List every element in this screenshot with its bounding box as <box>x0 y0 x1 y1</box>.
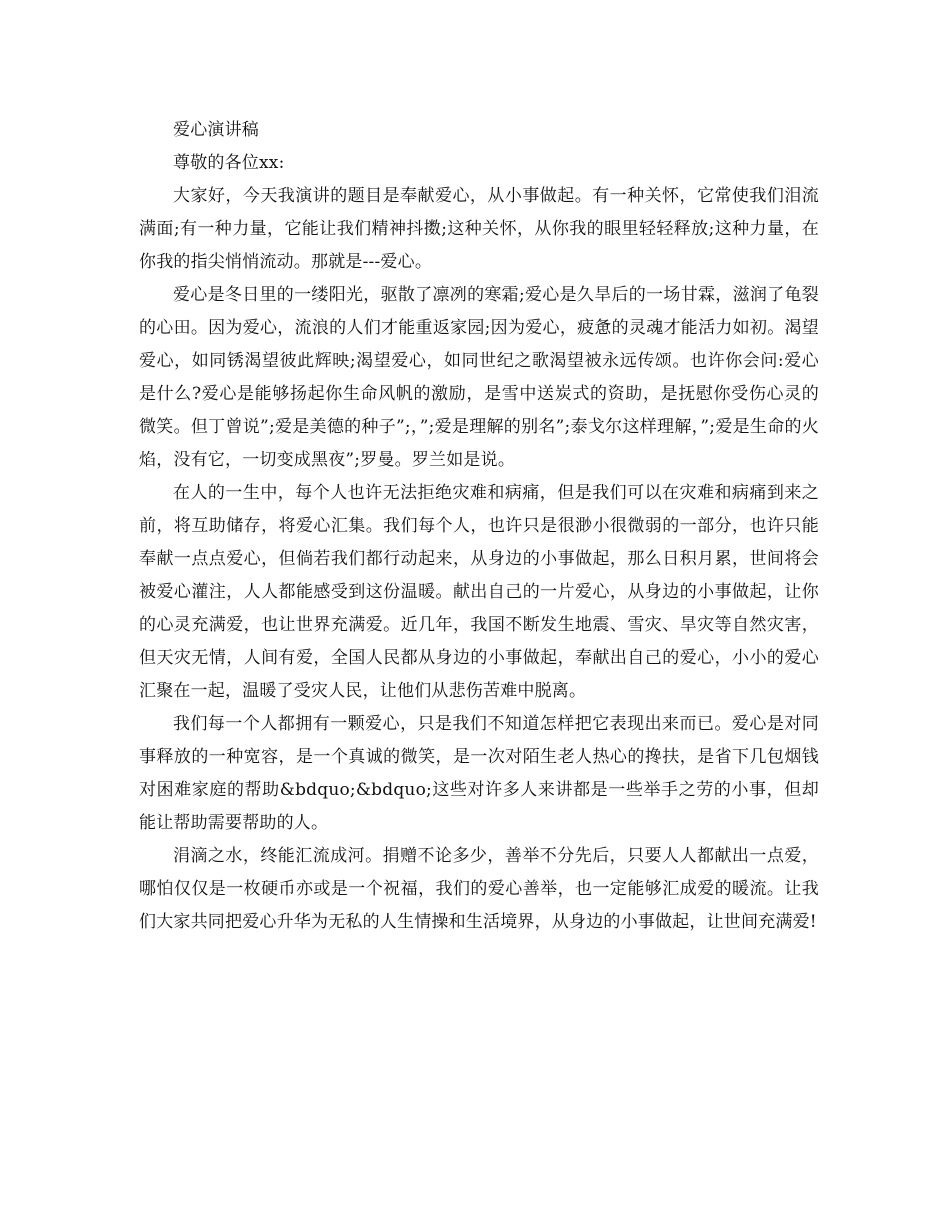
greeting-line: 尊敬的各位xx: <box>173 153 285 173</box>
paragraph-3: 在人的一生中，每个人也许无法拒绝灾难和病痛，但是我们可以在灾难和病痛到来之前，将互助储存，将爱心汇集。我们每个人，也许只是很渺小很微弱的一部分，也许只能奉献一点点爱心，但倘若我们都行动起来，从身边的小事做起，那么日积月累，世间将会被爱心灌注，人人都能感受到这份温暖。献出自己的一片爱心，从身边的小事做起，让你的心灵充满爱，也让世界充满爱。近几年，我国不断发生地震、雪灾、旱灾等自然灾害，但天灾无情，人间有爱，全国人民都从身边的小事做起，奉献出自己的爱心，小小的爱心汇聚在一起，温暖了受灾人民，让他们从悲伤苦难中脱离。 <box>139 483 819 701</box>
paragraph-4: 我们每一个人都拥有一颗爱心，只是我们不知道怎样把它表现出来而已。爱心是对同事释放的一种宽容，是一个真诚的微笑，是一次对陌生老人热心的搀扶，是省下几包烟钱对困难家庭的帮助&bdquo;&bdquo;这些对许多人来讲都是一些举手之劳的小事，但却能让帮助需要帮助的人。 <box>139 714 819 833</box>
paragraph-2: 爱心是冬日里的一缕阳光，驱散了凛冽的寒霜;爱心是久旱后的一场甘霖，滋润了龟裂的心田。因为爱心，流浪的人们才能重返家园;因为爱心，疲惫的灵魂才能活力如初。渴望爱心，如同锈渴望彼此辉映;渴望爱心，如同世纪之歌渴望被永远传颂。也许你会问:爱心是什么?爱心是能够扬起你生命风帆的激励，是雪中送炭式的资助，是抚慰你受伤心灵的微笑。但丁曾说”;爱是美德的种子”;，”;爱是理解的别名”;泰戈尔这样理解，”;爱是生命的火焰，没有它，一切变成黑夜”;罗曼。罗兰如是说。 <box>139 285 819 470</box>
document-title: 爱心演讲稿 <box>173 120 259 140</box>
paragraph-5: 涓滴之水，终能汇流成河。捐赠不论多少，善举不分先后，只要人人都献出一点爱，哪怕仅仅是一枚硬币亦或是一个祝福，我们的爱心善举，也一定能够汇成爱的暖流。让我们大家共同把爱心升华为无私的人生情操和生活境界，从身边的小事做起，让世间充满爱! <box>139 846 819 932</box>
speech-content <box>139 114 819 939</box>
paragraph-1: 大家好，今天我演讲的题目是奉献爱心，从小事做起。有一种关怀，它常使我们泪流满面;有一种力量，它能让我们精神抖擞;这种关怀，从你我的眼里轻轻释放;这种力量，在你我的指尖悄悄流动。那就是---爱心。 <box>139 186 819 272</box>
